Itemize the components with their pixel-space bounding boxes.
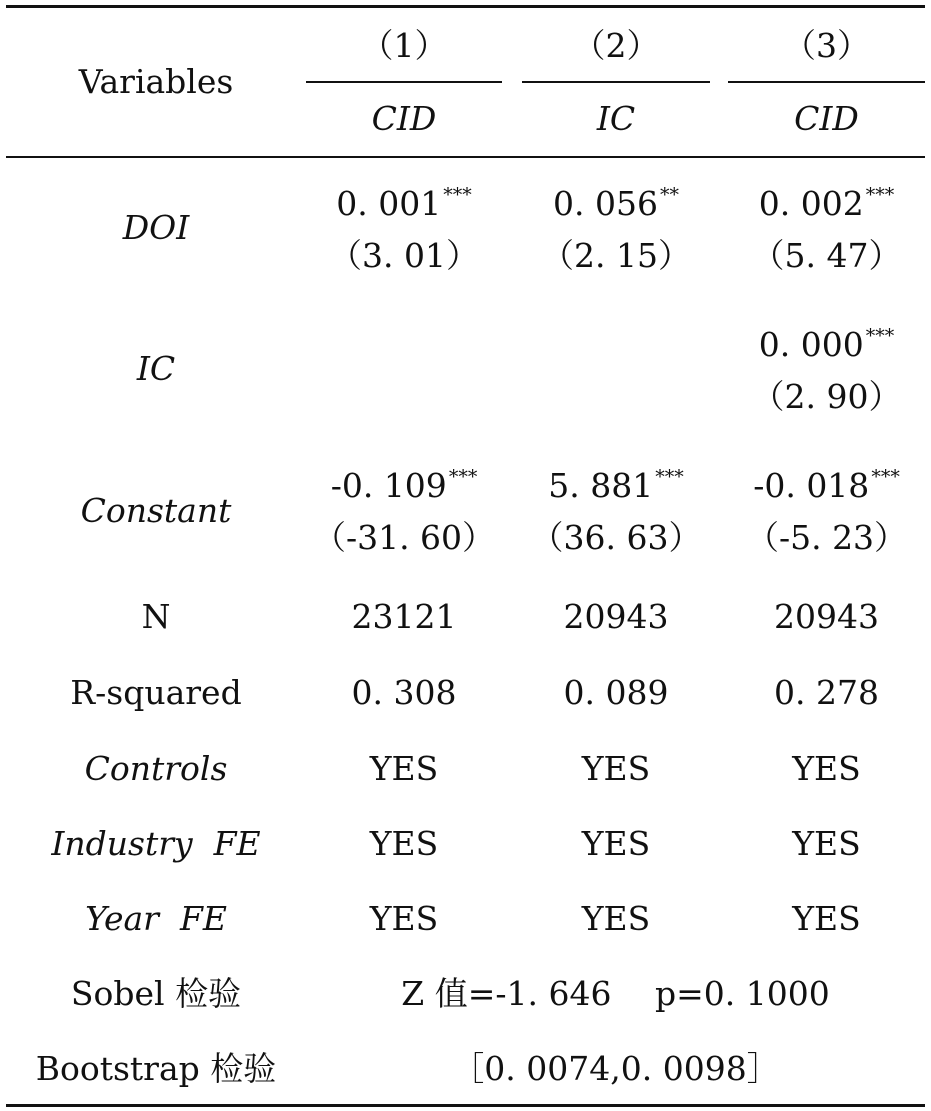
header-subrule-1 xyxy=(306,81,502,83)
model-2-number: （2） xyxy=(572,26,660,65)
coef-cell xyxy=(522,325,710,365)
row-label-industry-fe: Industry FE xyxy=(51,824,261,863)
coef-cell xyxy=(306,325,502,365)
coef-cell xyxy=(306,466,502,506)
coef-value: 0. 000 xyxy=(758,325,864,364)
bootstrap-interval: ［0. 0074,0. 0098］ xyxy=(451,1049,780,1088)
coef-cell xyxy=(306,184,502,224)
coef-cell xyxy=(728,466,925,506)
model-3-dependent: CID xyxy=(794,99,859,138)
significance-stars: *** xyxy=(871,466,900,488)
stat-value: YES xyxy=(792,899,861,938)
stat-value: 0. 278 xyxy=(774,673,879,712)
row-label-n: N xyxy=(141,597,171,636)
t-stat: （36. 63） xyxy=(530,518,702,557)
stat-value: 0. 308 xyxy=(351,673,457,712)
model-1-dependent: CID xyxy=(371,99,437,138)
stat-value: 0. 089 xyxy=(563,673,669,712)
coef-cell xyxy=(522,466,710,506)
coef-value: 0. 056 xyxy=(553,184,658,223)
stat-value: YES xyxy=(792,824,861,863)
coef-cell xyxy=(728,184,925,224)
stat-value: YES xyxy=(581,749,651,788)
significance-stars: *** xyxy=(865,184,895,206)
model-2-dependent: IC xyxy=(596,99,636,138)
header-subrule-3 xyxy=(728,81,925,83)
coef-value: -0. 109 xyxy=(330,466,447,505)
coef-cell xyxy=(728,325,925,365)
stat-value: YES xyxy=(369,824,439,863)
header-bottom-rule xyxy=(6,156,925,158)
row-label-sobel-test: Sobel 检验 xyxy=(70,974,242,1013)
significance-stars: *** xyxy=(448,466,478,488)
stat-value: YES xyxy=(792,749,861,788)
coef-value: 0. 002 xyxy=(758,184,864,223)
top-rule xyxy=(6,5,925,8)
t-stat: （-5. 23） xyxy=(745,518,908,557)
stat-value: YES xyxy=(369,899,439,938)
significance-stars: *** xyxy=(865,325,895,347)
stat-value: YES xyxy=(581,899,651,938)
t-stat: （-31. 60） xyxy=(312,518,496,557)
significance-stars: *** xyxy=(443,184,472,206)
row-label-doi: DOI xyxy=(122,208,190,247)
stat-value: 20943 xyxy=(563,597,669,636)
significance-stars: *** xyxy=(655,466,684,488)
stat-value: YES xyxy=(369,749,439,788)
significance-stars: ** xyxy=(659,184,679,206)
row-label-r-squared: R-squared xyxy=(70,673,242,712)
model-3-number: （3） xyxy=(783,26,870,65)
t-stat: （2. 15） xyxy=(541,236,691,275)
t-stat: （5. 47） xyxy=(751,236,902,275)
t-stat: （2. 90） xyxy=(751,377,902,416)
variables-header: Variables xyxy=(78,62,234,101)
row-label-ic: IC xyxy=(136,349,176,388)
row-label-year-fe: Year FE xyxy=(85,899,227,938)
coef-cell xyxy=(522,184,710,224)
t-stat: （3. 01） xyxy=(329,236,479,275)
row-label-controls: Controls xyxy=(84,749,228,788)
row-label-bootstrap-test: Bootstrap 检验 xyxy=(35,1049,277,1088)
stat-value: 23121 xyxy=(351,597,457,636)
sobel-test-result: Z 值=-1. 646 p=0. 1000 xyxy=(401,974,830,1013)
coef-value: 0. 001 xyxy=(336,184,442,223)
coef-value: -0. 018 xyxy=(753,466,870,505)
coef-value: 5. 881 xyxy=(548,466,654,505)
stat-value: YES xyxy=(581,824,651,863)
stat-value: 20943 xyxy=(774,597,879,636)
header-subrule-2 xyxy=(522,81,710,83)
model-1-number: （1） xyxy=(360,26,448,65)
bottom-rule xyxy=(6,1104,925,1107)
row-label-constant: Constant xyxy=(80,491,232,530)
